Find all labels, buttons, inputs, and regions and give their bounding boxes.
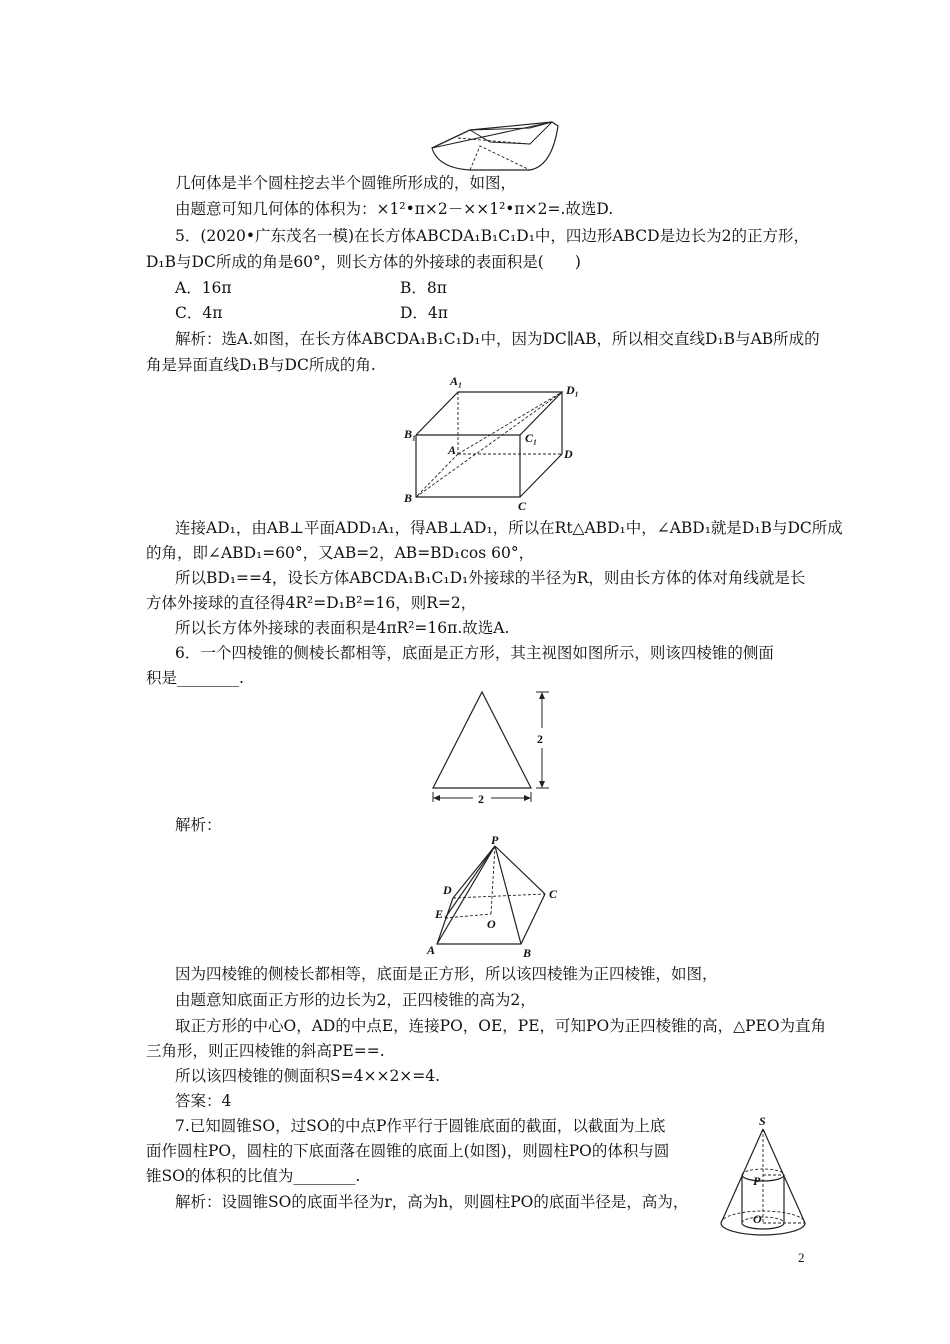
option-b: B．8π	[400, 279, 447, 297]
label-o: O	[753, 1212, 762, 1226]
text-line: 几何体是半个圆柱挖去半个圆锥所形成的，如图，	[175, 174, 517, 192]
text-line: 取正方形的中心O，AD的中点E，连接PO，OE，PE，可知PO为正四棱锥的高，△PEO为直角	[175, 1017, 827, 1035]
page-number: 2	[798, 1250, 805, 1265]
text-line: 由题意知底面正方形的边长为2，正四棱锥的高为2，	[175, 991, 536, 1009]
text-line: 面作圆柱PO，圆柱的下底面落在圆锥的底面上(如图)，则圆柱PO的体积与圆	[146, 1142, 670, 1160]
question-6-stem: 6．一个四棱锥的侧棱长都相等，底面是正方形，其主视图如图所示，则该四棱锥的侧面	[175, 644, 774, 662]
text-line: 因为四棱锥的侧棱长都相等，底面是正方形，所以该四棱锥为正四棱锥，如图，	[175, 965, 718, 983]
text-line: 锥SO的体积的比值为________.	[146, 1167, 361, 1185]
text-line: 所以BD₁==4，设长方体ABCDA₁B₁C₁D₁外接球的半径为R，则由长方体的体对角线就是长	[175, 569, 806, 587]
label-s: S	[759, 1114, 766, 1128]
label-b: B	[523, 946, 532, 960]
label-c: C	[549, 887, 558, 901]
text-line: 连接AD₁，由AB⊥平面ADD₁A₁，得AB⊥AD₁，所以在Rt△ABD₁中，∠ABD₁就是D₁B与DC所成	[175, 519, 843, 537]
cone-cylinder-figure	[715, 1115, 815, 1249]
label-p: P	[491, 833, 499, 847]
pyramid-figure	[425, 833, 565, 960]
label-o: O	[487, 917, 496, 931]
text-line: 积是________.	[146, 669, 244, 687]
label-a1: A₁	[450, 374, 463, 388]
label-a: A	[448, 443, 457, 457]
label-a: A	[427, 943, 436, 957]
width-label: 2	[478, 792, 484, 806]
option-c: C．4π	[175, 304, 223, 322]
label-b: B	[404, 491, 413, 505]
text-line: 解析：选A.如图，在长方体ABCDA₁B₁C₁D₁中，因为DC∥AB，所以相交直线D₁B与AB所成的	[175, 330, 820, 348]
text-line: D₁B与DC所成的角是60°，则长方体的外接球的表面积是( )	[146, 253, 581, 271]
label-c: C	[518, 499, 527, 513]
half-cylinder-figure	[430, 120, 560, 172]
text-line: 角是异面直线D₁B与DC所成的角.	[146, 356, 376, 374]
label-d1: D₁	[566, 383, 579, 397]
label-p: P	[753, 1174, 761, 1188]
question-7-stem: 7.已知圆锥SO，过SO的中点P作平行于圆锥底面的截面，以截面为上底	[175, 1117, 666, 1135]
label-d: D	[564, 447, 573, 461]
text-line: 三角形，则正四棱锥的斜高PE==.	[146, 1042, 385, 1060]
cuboid-figure	[400, 372, 590, 512]
answer-line: 答案：4	[175, 1092, 232, 1110]
option-d: D．4π	[400, 304, 448, 322]
text-line: 解析：设圆锥SO的底面半径为r，高为h，则圆柱PO的底面半径是，高为，	[175, 1193, 689, 1211]
label-e: E	[435, 907, 444, 921]
text-line: 解析：	[175, 816, 222, 834]
front-view-figure	[425, 688, 565, 806]
option-a: A．16π	[175, 279, 232, 297]
text-line: 由题意可知几何体的体积为：×1²•π×2－××1²•π×2=.故选D.	[175, 200, 614, 218]
text-line: 的角，即∠ABD₁=60°，又AB=2，AB=BD₁cos 60°，	[146, 544, 535, 562]
label-d: D	[443, 883, 452, 897]
text-line: 所以该四棱锥的侧面积S=4××2×=4.	[175, 1067, 441, 1085]
question-5-stem: 5．(2020•广东茂名一模)在长方体ABCDA₁B₁C₁D₁中，四边形ABCD是边长为2的正方形，	[175, 227, 809, 245]
label-b1: B₁	[404, 427, 417, 441]
text-line: 所以长方体外接球的表面积是4πR²=16π.故选A.	[175, 619, 510, 637]
text-line: 方体外接球的直径得4R²=D₁B²=16，则R=2，	[146, 594, 477, 612]
label-c1: C₁	[525, 431, 538, 445]
height-label: 2	[537, 732, 543, 746]
